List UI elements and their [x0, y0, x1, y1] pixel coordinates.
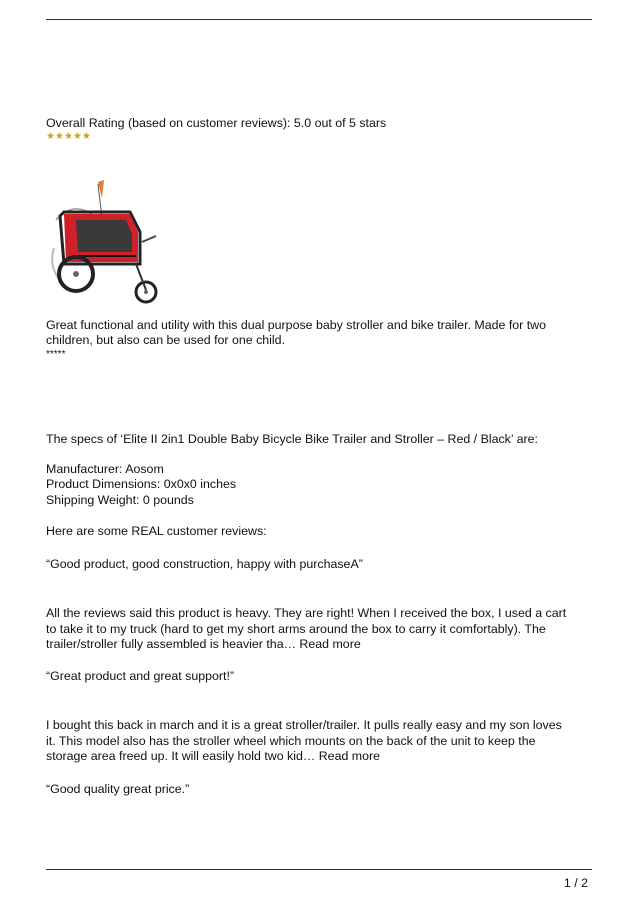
spec-manufacturer: Manufacturer: Aosom: [46, 462, 164, 476]
spec-weight: Shipping Weight: 0 pounds: [46, 493, 194, 507]
spec-dimensions: Product Dimensions: 0x0x0 inches: [46, 477, 237, 491]
review-body-line: All the reviews said this product is heavy. They are right! When I received the box, I used a cart: [46, 606, 567, 620]
star-icon: ★: [55, 131, 64, 142]
star-icon: ★: [46, 131, 55, 142]
stroller-trailer-image: [46, 178, 162, 308]
intro-line-2: children, but also can be used for one child.: [46, 333, 286, 347]
header-rule: [46, 19, 592, 20]
review-body-line: I bought this back in march and it is a great stroller/trailer. It pulls really easy and my son loves: [46, 718, 562, 732]
star-icon: ★: [73, 131, 82, 142]
review-title: “Great product and great support!”: [46, 669, 235, 683]
review-body-line: it. This model also has the stroller wheel which mounts on the back of the unit to keep the: [46, 734, 536, 748]
footer-rule: [46, 869, 592, 870]
review-title: “Good quality great price.”: [46, 782, 190, 796]
review-body-line: storage area freed up. It will easily hold two kid… Read more: [46, 749, 381, 763]
star-rating: [46, 132, 91, 141]
review-body-line: to take it to my truck (hard to get my short arms around the box to carry it comfortably). The: [46, 622, 546, 636]
reviews-heading: Here are some REAL customer reviews:: [46, 524, 267, 538]
page-number: 1 / 2: [563, 876, 588, 890]
specs-heading: The specs of ‘Elite II 2in1 Double Baby Bicycle Bike Trailer and Stroller – Red / Black’ are:: [46, 432, 538, 446]
star-icon: ★: [82, 131, 91, 142]
intro-line-1: Great functional and utility with this dual purpose baby stroller and bike trailer. Made for two: [46, 318, 547, 332]
intro-rating-marks: *****: [46, 349, 66, 360]
rating-text: Overall Rating (based on customer reviews): 5.0 out of 5 stars: [46, 116, 387, 130]
star-icon: ★: [64, 131, 73, 142]
review-body-line: trailer/stroller fully assembled is heavier tha… Read more: [46, 637, 361, 651]
review-title: “Good product, good construction, happy with purchaseA”: [46, 557, 363, 571]
